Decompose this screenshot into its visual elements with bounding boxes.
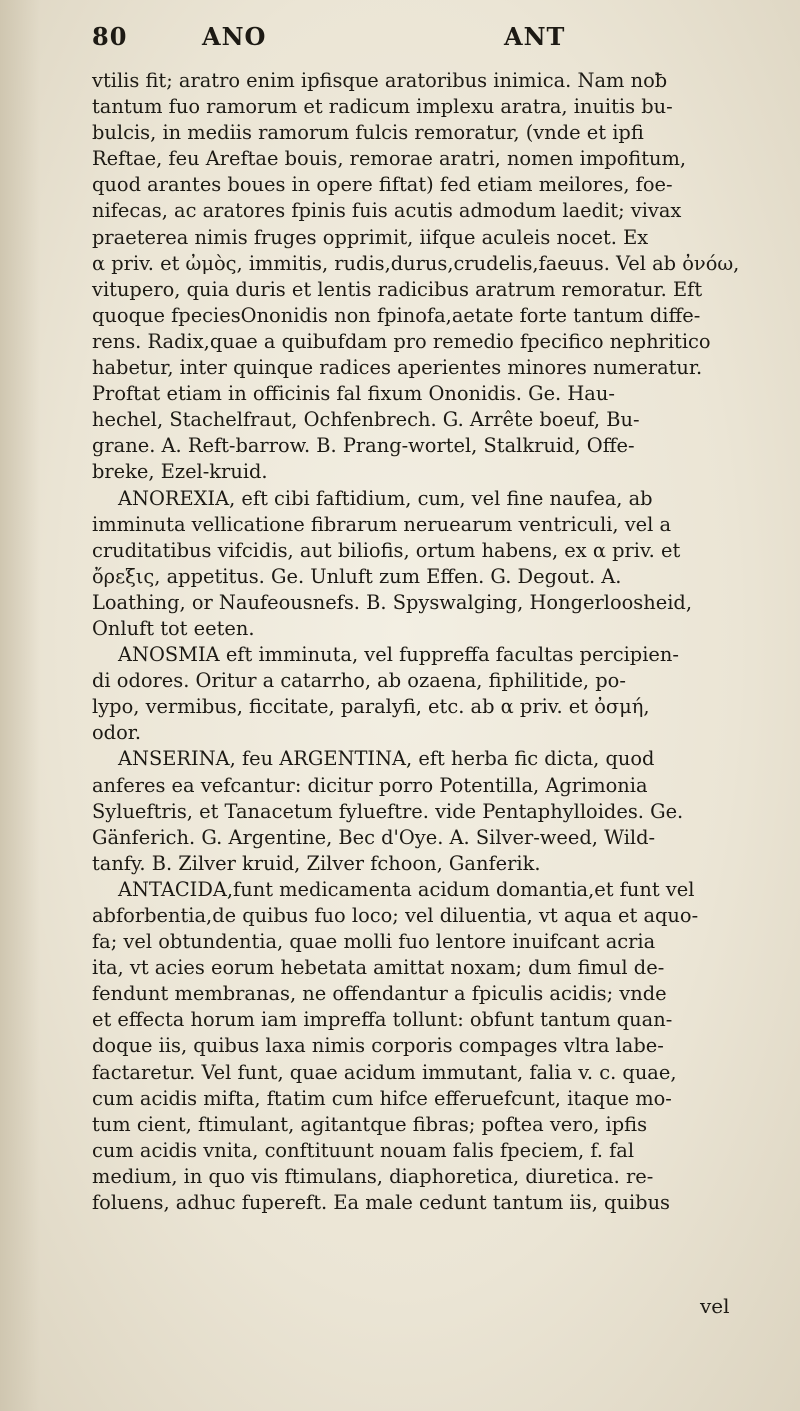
text-line: factaretur. Vel funt, quae acidum immutant, falia v. c. quae, — [92, 1060, 677, 1084]
text-line: ὄρεξις, appetitus. Ge. Unluft zum Effen. G. Degout. A. — [92, 564, 622, 588]
text-line: fa; vel obtundentia, quae molli fuo lentore inuifcant acria — [92, 930, 656, 954]
text-line: α priv. et ὠμὸς, immitis, rudis,durus,crudelis,faeuus. Vel ab ὀνόω, — [92, 251, 740, 275]
text-line: Gänferich. G. Argentine, Bec d'Oye. A. Silver-weed, Wild- — [92, 825, 656, 849]
text-line: grane. A. Reft-barrow. B. Prang-wortel, Stalkruid, Offe- — [92, 434, 635, 458]
text-line: odor. — [92, 721, 142, 745]
text-line: quod arantes boues in opere fiftat) fed etiam meilores, foe- — [92, 173, 673, 197]
entry-heading-line: ANTACIDA,funt medicamenta acidum domantia,et funt vel — [118, 877, 695, 901]
text-line: vitupero, quia duris et lentis radicibus aratrum remoratur. Eft — [92, 277, 703, 301]
text-line: di odores. Oritur a catarrho, ab ozaena, fiphilitide, po- — [92, 669, 626, 693]
text-line: hechel, Stachelfraut, Ochfenbrech. G. Arrête boeuf, Bu- — [92, 408, 640, 432]
text-line: abforbentia,de quibus fuo loco; vel diluentia, vt aqua et aquo- — [92, 904, 699, 927]
text-line: habetur, inter quinque radices aperientes minores numeratur. — [92, 356, 703, 380]
page-number: 80 — [92, 22, 128, 51]
text-line: Reftae, feu Areftae bouis, remorae aratri, nomen impofitum, — [92, 147, 687, 171]
running-header — [92, 22, 732, 56]
text-line: medium, in quo vis ftimulans, diaphoretica, diuretica. re- — [92, 1164, 654, 1188]
body-text — [92, 68, 752, 1216]
text-line: anferes ea vefcantur: dicitur porro Potentilla, Agrimonia — [92, 773, 648, 797]
header-right-word: ANT — [504, 22, 566, 51]
entry-heading-line: ANOSMIA eft imminuta, vel fuppreffa facultas percipien- — [118, 643, 679, 667]
text-line: tanfy. B. Zilver kruid, Zilver fchoon, Ganferik. — [92, 851, 541, 875]
entry-heading-line: ANOREXIA, eft cibi faftidium, cum, vel fine naufea, ab — [118, 486, 653, 510]
text-line: fendunt membranas, ne offendantur a fpiculis acidis; vnde — [92, 982, 667, 1006]
text-line: nifecas, ac aratores fpinis fuis acutis admodum laedit; vivax — [92, 199, 682, 223]
text-line: praeterea nimis fruges opprimit, iifque aculeis nocet. Ex — [92, 225, 649, 249]
text-line: breke, Ezel-kruid. — [92, 460, 268, 484]
catchword: vel — [700, 1294, 730, 1318]
text-line: imminuta vellicatione fibrarum neruearum ventriculi, vel a — [92, 512, 672, 536]
text-line: rens. Radix,quae a quibufdam pro remedio fpecifico nephritico — [92, 329, 711, 353]
text-line: Sylueftris, et Tanacetum fylueftre. vide Pentaphylloides. Ge. — [92, 799, 684, 823]
text-line: quoque fpeciesOnonidis non fpinofa,aetate forte tantum diffe- — [92, 303, 701, 327]
text-line: foluens, adhuc fupereft. Ea male cedunt tantum iis, quibus — [92, 1191, 671, 1215]
entry-heading-line: ANSERINA, feu ARGENTINA, eft herba fic dicta, quod — [118, 747, 655, 771]
text-line: cum acidis vnita, conftituunt nouam falis fpeciem, f. fal — [92, 1138, 635, 1162]
text-line: Loathing, or Naufeousnefs. B. Spyswalging, Hongerloosheid, — [92, 590, 692, 614]
text-line: cum acidis mifta, ftatim cum hifce efferuefcunt, itaque mo- — [92, 1086, 672, 1110]
text-line: vtilis fit; aratro enim ipfisque aratoribus inimica. Nam noƀ — [92, 69, 668, 92]
text-line: doque iis, quibus laxa nimis corporis compages vltra labe- — [92, 1034, 664, 1058]
text-line: cruditatibus vifcidis, aut biliofis, ortum habens, ex α priv. et — [92, 538, 681, 562]
text-line: et effecta horum iam impreffa tollunt: obfunt tantum quan- — [92, 1008, 673, 1032]
text-line: tantum fuo ramorum et radicum implexu aratra, inuitis bu- — [92, 95, 673, 119]
text-line: Proftat etiam in officinis fal fixum Ononidis. Ge. Hau- — [92, 382, 615, 406]
text-line: tum cient, ftimulant, agitantque fibras; poftea vero, ipfis — [92, 1112, 648, 1136]
text-line: Onluft tot eeten. — [92, 616, 255, 640]
text-line: bulcis, in mediis ramorum fulcis remoratur, (vnde et ipfi — [92, 121, 644, 145]
text-line: ita, vt acies eorum hebetata amittat noxam; dum fimul de- — [92, 956, 665, 980]
page-gutter-shadow — [0, 0, 40, 1411]
text-line: lypo, vermibus, ficcitate, paralyfi, etc. ab α priv. et ὀσμή, — [92, 695, 650, 719]
header-left-word: ANO — [202, 22, 267, 51]
